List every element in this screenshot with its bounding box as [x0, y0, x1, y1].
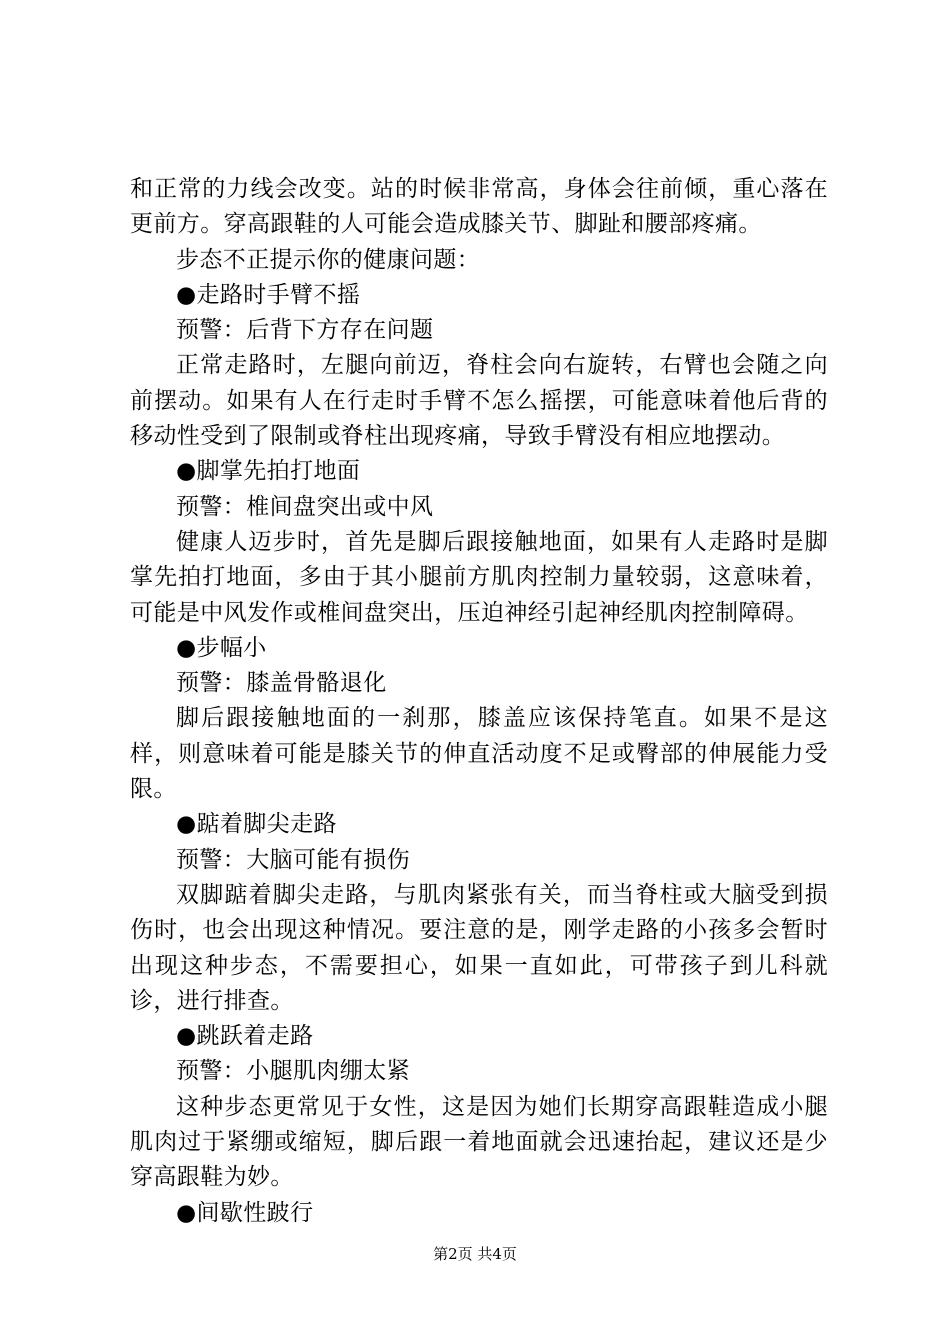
warning-line: 预警：膝盖骨骼退化 [176, 670, 387, 697]
page-footer: 第2页 共4页 [433, 1245, 517, 1263]
paragraph: 健康人迈步时，首先是脚后跟接触地面，如果有人走路时是脚掌先拍打地面，多由于其小腿前方肌肉控制力量较弱，这意味着，可能是中风发作或椎间盘突出，压迫神经引起神经肌肉控制障碍。 [130, 528, 828, 626]
paragraph: 正常走路时，左腿向前迈，脊柱会向右旋转，右臂也会随之向前摆动。如果有人在行走时手臂不怎么摇摆，可能意味着他后背的移动性受到了限制或脊柱出现疼痛，导致手臂没有相应地摆动。 [130, 352, 828, 450]
warning-line: 预警：大脑可能有损伤 [176, 846, 410, 873]
bullet-heading: ●跳跃着走路 [176, 1023, 314, 1050]
paragraph: 双脚踮着脚尖走路，与肌肉紧张有关，而当脊柱或大脑受到损伤时，也会出现这种情况。要注意的是，刚学走路的小孩多会暂时出现这种步态，不需要担心，如果一直如此，可带孩子到儿科就诊，进行排查。 [130, 881, 828, 1014]
paragraph: 这种步态更常见于女性，这是因为她们长期穿高跟鞋造成小腿肌肉过于紧绷或缩短，脚后跟一着地面就会迅速抬起，建议还是少穿高跟鞋为妙。 [130, 1093, 828, 1191]
paragraph: 脚后跟接触地面的一刹那，膝盖应该保持笔直。如果不是这样，则意味着可能是膝关节的伸直活动度不足或臀部的伸展能力受限。 [130, 705, 828, 803]
paragraph: 和正常的力线会改变。站的时候非常高，身体会往前倾，重心落在更前方。穿高跟鞋的人可能会造成膝关节、脚趾和腰部疼痛。 [130, 176, 828, 238]
section-intro: 步态不正提示你的健康问题： [176, 246, 481, 273]
warning-line: 预警：椎间盘突出或中风 [176, 493, 434, 520]
bullet-heading: ●走路时手臂不摇 [176, 281, 361, 308]
bullet-heading: ●踮着脚尖走路 [176, 811, 337, 838]
warning-line: 预警：后背下方存在问题 [176, 317, 434, 344]
bullet-heading: ●脚掌先拍打地面 [176, 458, 361, 485]
warning-line: 预警：小腿肌肉绷太紧 [176, 1058, 410, 1085]
bullet-heading: ●步幅小 [176, 634, 267, 661]
body-text [130, 172, 828, 1231]
bullet-heading: ●间歇性跛行 [176, 1199, 314, 1226]
